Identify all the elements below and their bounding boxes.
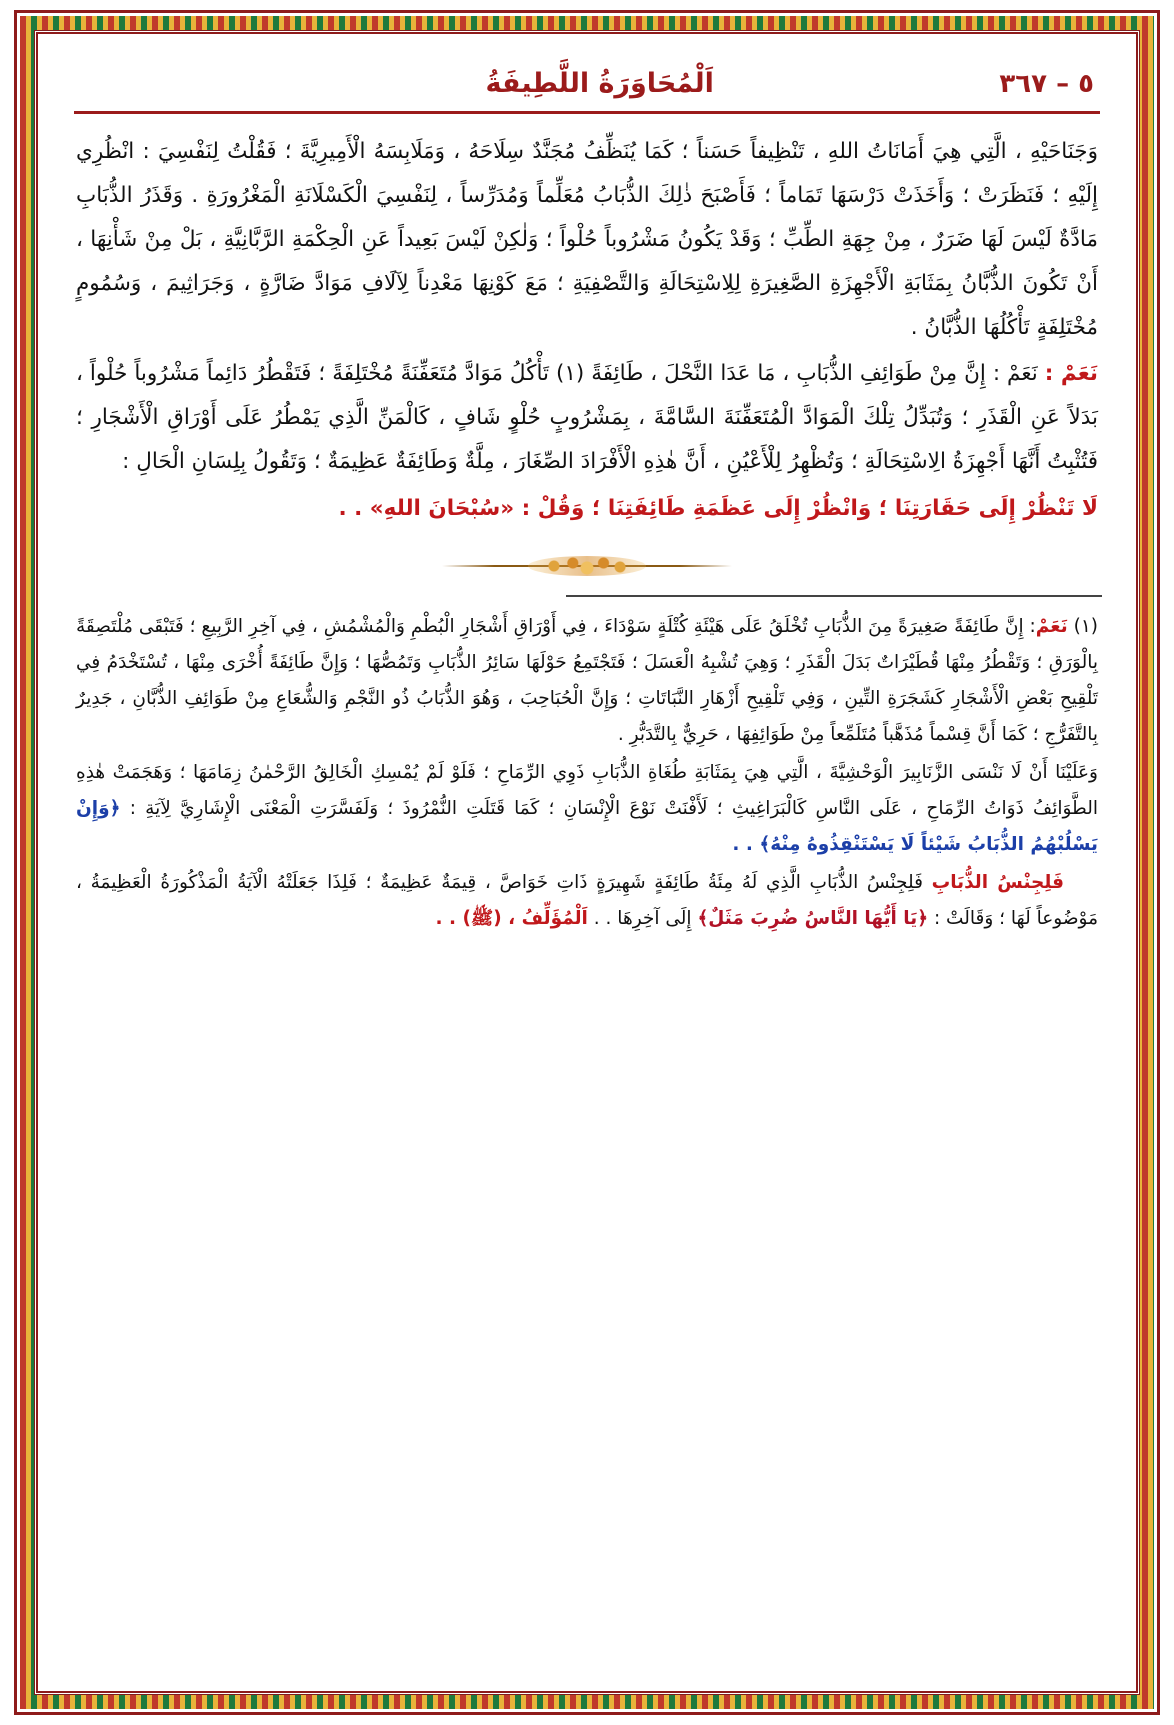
footnote-paragraph-2-text: وَعَلَيْنَا أَنْ لَا نَنْسَى الزَّنَابِيرَ الْوَحْشِيَّةَ ، الَّتِي هِيَ بِمَثَابَةِ طُغَاةِ الذُّبَابِ ذَوِي الرِّمَاحِ ؛ فَلَوْ لَمْ يُمْسِكِ الْخَالِقُ الرَّحْمٰنُ زِمَامَهَا ؛ وَهَجَمَتْ هٰذِهِ الطَّوَائِفُ ذَوَاتُ الرِّمَاحِ ، عَلَى النَّاسِ كَالْبَرَاغِيثِ ؛ لَأَفْنَتْ نَوْعَ الْإِنْسَانِ ؛ كَمَا قَتَلَتِ النُّمْرُوذَ ؛ وَلَفَسَّرَتِ الْمَعْنَى الْإِشَارِيَّ لِآيَةِ : — [76, 761, 1098, 819]
footnote-lead-red: نَعَمْ — [1035, 615, 1068, 637]
page-content — [52, 48, 1122, 1677]
footnote-quran-verse-1: ﴿وَإِنْ يَسْلُبْهُمُ الذُّبَابُ شَيْئاً لَا يَسْتَنْقِذُوهُ مِنْهُ﴾ . . — [76, 797, 1098, 855]
footnote-red-phrase: فَلِجِنْسُ الذُّبَابِ — [931, 872, 1064, 893]
body-paragraph-2-text: نَعَمْ : إِنَّ مِنْ طَوَائِفِ الذُّبَابِ ، مَا عَدَا النَّحْلَ ، طَائِفَةً (١) تَأْكُلُ مَوَادَّ مُتَعَفِّنَةً مُخْتَلِفَةً ؛ فَتَقْطُرُ دَائِماً مَشْرُوباً حُلْواً ، بَدَلاً عَنِ الْقَذَرِ ؛ وَتُبَدِّلُ تِلْكَ الْمَوَادَّ الْمُتَعَفِّنَةَ السَّامَّةَ ، بِمَشْرُوبٍ حُلْوٍ شَافٍ ، كَالْمَنِّ الَّذِي يَمْطُرُ عَلَى أَوْرَاقِ الْأَشْجَارِ ؛ فَتُثْبِتُ أَنَّهَا أَجْهِزَةُ الِاسْتِحَالَةِ ؛ وَتُظْهِرُ لِلْأَعْيُنِ ، أَنَّ هٰذِهِ الْأَفْرَادَ الصِّغَارَ ، مِلَّةٌ وَطَائِفَةٌ عَظِيمَةٌ ؛ وَتَقُولُ بِلِسَانِ الْحَالِ : — [76, 361, 1098, 475]
page-title: اَلْمُحَاوَرَةُ اللَّطِيفَةُ — [485, 68, 714, 99]
page-number: ٥ – ٣٦٧ — [999, 69, 1094, 99]
footnote-quran-verse-2: ﴿يَا أَيُّهَا النَّاسُ ضُرِبَ مَثَلٌ﴾ — [697, 908, 929, 930]
ornament-divider-icon — [442, 553, 732, 579]
body-paragraph-2 — [76, 352, 1098, 484]
footnote-paragraph-2 — [76, 755, 1098, 863]
footnote-tail: إِلَى آخِرِهَا . . — [593, 908, 692, 930]
body-paragraph-1: وَجَنَاحَيْهِ ، الَّتِي هِيَ أَمَانَاتُ اللهِ ، تَنْظِيفاً حَسَناً ؛ كَمَا يُنَظِّفُ مُجَنَّدٌ سِلَاحَهُ ، وَمَلَابِسَهُ الْأَمِيرِيَّةَ ؛ فَقُلْتُ لِنَفْسِيَ : انْظُرِي إِلَيْهِ ؛ فَنَظَرَتْ ؛ وَأَخَذَتْ دَرْسَهَا تَمَاماً ؛ فَأَصْبَحَ ذٰلِكَ الذُّبَابُ مُعَلِّماً وَمُدَرِّساً ، لِنَفْسِيَ الْكَسْلَانَةِ الْمَغْرُورَةِ . وَقَذَرُ الذُّبَابِ مَادَّةٌ لَيْسَ لَهَا ضَرَرٌ ، مِنْ جِهَةِ الطِّبِّ ؛ وَقَدْ يَكُونُ مَشْرُوباً حُلْواً ؛ وَلٰكِنْ لَيْسَ بَعِيداً عَنِ الْحِكْمَةِ الرَّبَّانِيَّةِ ، بَلْ مِنْ شَأْنِهَا ، أَنْ تَكُونَ الذُّبَّانُ بِمَثَابَةِ الْأَجْهِزَةِ الصَّغِيرَةِ لِلِاسْتِحَالَةِ وَالتَّصْفِيَةِ ؛ مَعَ كَوْنِهَا مَعْدِناً لِآلَافِ مَوَادَّ ضَارَّةٍ ، وَجَرَاثِيمَ ، وَسُمُومٍ مُخْتَلِفَةٍ تَأْكُلُهَا الذُّبَّانُ . — [76, 139, 1098, 341]
footnote-body — [72, 609, 1102, 938]
footnote-paragraph-1-text: : إِنَّ طَائِفَةً صَغِيرَةً مِنَ الذُّبَابِ تُخْلَقُ عَلَى هَيْئَةِ كُتْلَةٍ سَوْدَاءَ ، فِي أَوْرَاقِ أَشْجَارِ الْبُطْمِ وَالْمُشْمُشِ ، فِي آخِرِ الرَّبِيعِ ؛ فَتَبْقَى مُلْتَصِقَةً بِالْوَرَقِ ؛ وَتَقْطُرُ مِنْهَا قُطَيْرَاتٌ بَدَلَ الْقَذَرِ ؛ وَهِيَ تُشْبِهُ الْعَسَلَ ؛ فَتَجْتَمِعُ حَوْلَهَا سَائِرُ الذُّبَابِ وَتَمُصُّهَا ؛ وَإِنَّ طَائِفَةً أُخْرَى مِنْهَا ، تُسْتَخْدَمُ فِي تَلْقِيحِ بَعْضِ الْأَشْجَارِ كَشَجَرَةِ التِّينِ ، وَفِي تَلْقِيحِ أَزْهَارِ النَّبَاتَاتِ ؛ وَإِنَّ الْحُبَاحِبَ ، وَهُوَ الذُّبَابُ ذُو النَّجْمِ وَالشُّعَاعِ مِنْ طَوَائِفِ الذُّبَّانِ ، جَدِيرٌ بِالتَّفَرُّجِ ؛ كَمَا أَنَّ قِسْماً مُذَهَّباً مُتَلَمِّعاً مِنْ طَوَائِفِهَا ، حَرِيٌّ بِالتَّدَبُّرِ . — [76, 615, 1098, 745]
main-body — [72, 130, 1102, 531]
page-header — [72, 62, 1102, 103]
footnote-marker: (١) — [1073, 615, 1098, 637]
footnote-paragraph-1 — [76, 609, 1098, 753]
ornament-floral — [528, 556, 646, 576]
footnote-paragraph-3-text: فَلِجِنْسُ الذُّبَابِ الَّذِي لَهُ مِئَةُ طَائِفَةٍ شَهِيرَةٍ ذَاتِ خَوَاصَّ ، قِيمَةٌ عَظِيمَةٌ ؛ فَلِذَا جَعَلَتْهُ الْآيَةُ الْمَذْكُورَةُ الْعَظِيمَةُ ، مَوْضُوعاً لَهَا ؛ وَقَالَتْ : — [76, 872, 1098, 930]
footnote-author-signature: اَلْمُؤَلِّفُ ، (ﷺ) . . — [435, 908, 588, 930]
footnote-paragraph-3 — [76, 865, 1098, 937]
body-paragraph-2-lead: نَعَمْ : — [1044, 361, 1098, 387]
header-divider — [74, 111, 1100, 114]
footnote-divider — [566, 595, 1102, 597]
body-red-quote: لَا تَنْظُرْ إِلَى حَقَارَتِنَا ؛ وَانْظُرْ إِلَى عَظَمَةِ طَائِفَتِنَا ؛ وَقُلْ : «سُبْحَانَ اللهِ» . . — [338, 495, 1098, 521]
